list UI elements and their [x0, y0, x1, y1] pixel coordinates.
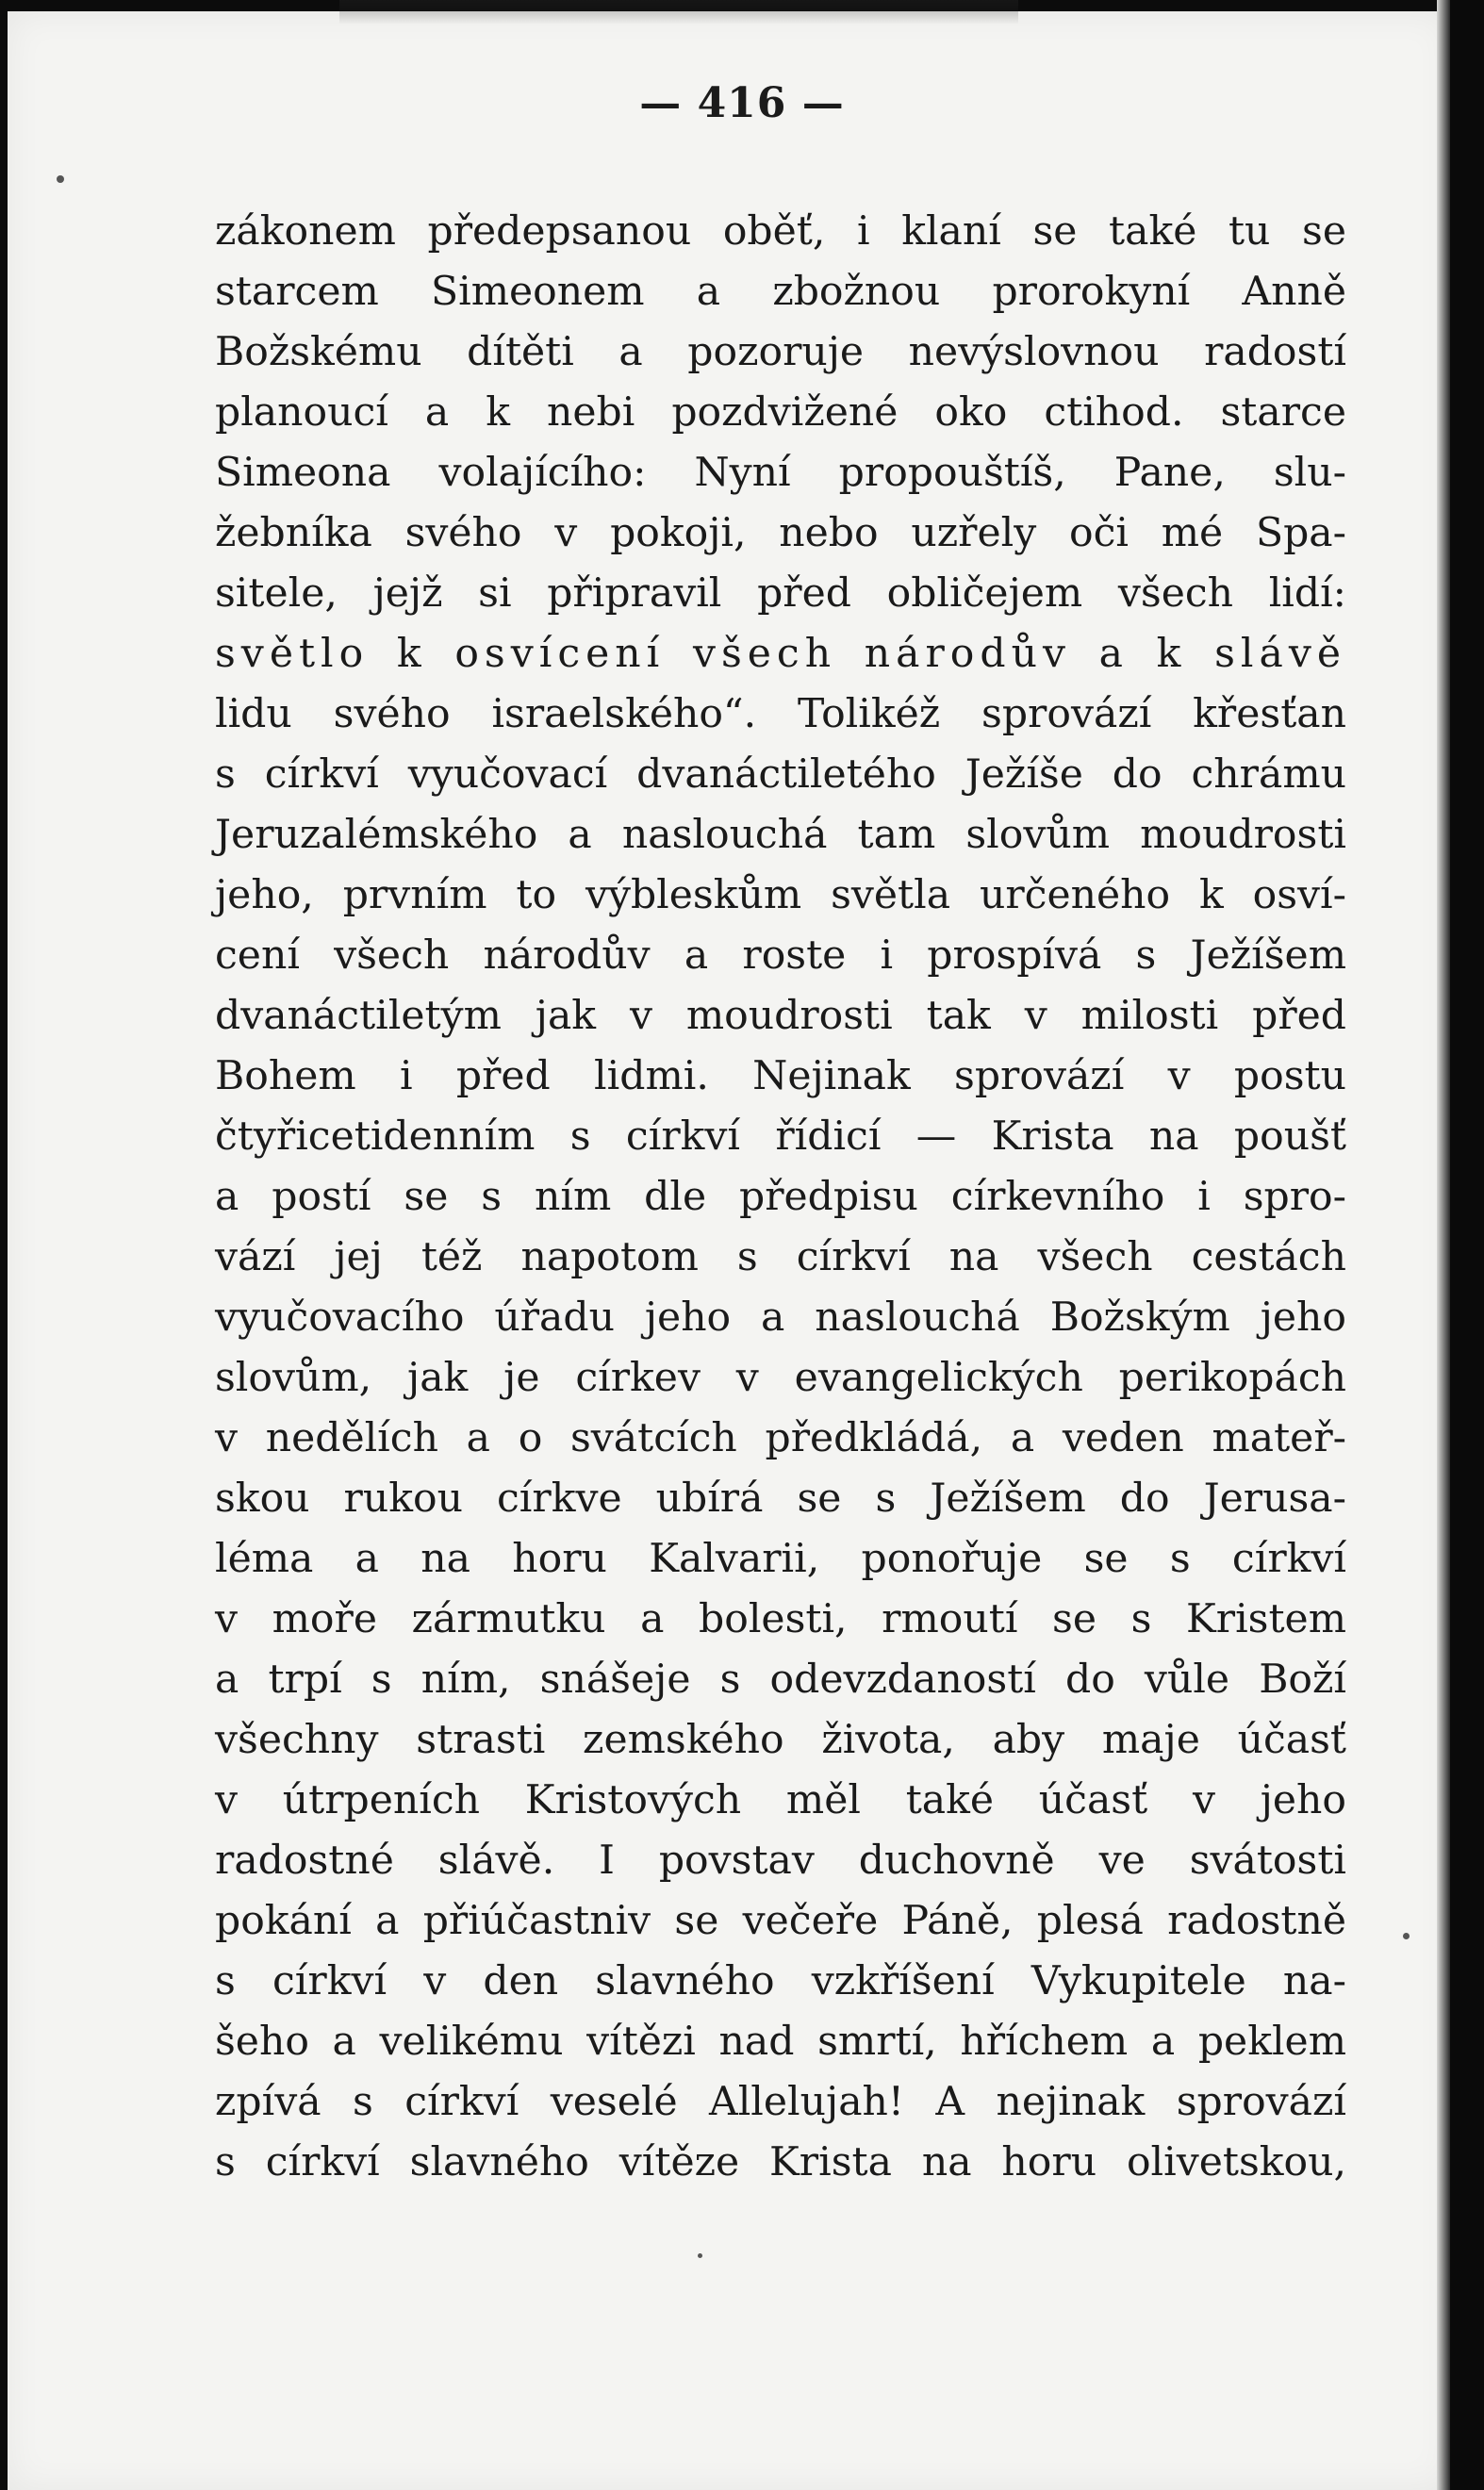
text-line: lidu svého israelského“. Tolikéž sprovází křesťan [215, 691, 1346, 737]
scan-border [1450, 0, 1484, 2490]
text-line: s církví slavného vítěze Krista na horu olivetskou, [215, 2139, 1346, 2185]
text-line: s církví vyučovací dvanáctiletého Ježíše do chrámu [215, 751, 1346, 798]
text-line: žebníka svého v pokoji, nebo uzřely oči mé Spa- [215, 510, 1346, 556]
text-line: cení všech národův a roste i prospívá s Ježíšem [215, 932, 1346, 979]
text-line: v moře zármutku a bolesti, rmoutí se s Kristem [215, 1596, 1346, 1642]
text-line: starcem Simeonem a zbožnou prorokyní Anně [215, 269, 1346, 315]
text-line: Božskému dítěti a pozoruje nevýslovnou radostí [215, 329, 1346, 375]
text-line: zákonem předepsanou oběť, i klaní se také tu se [215, 208, 1346, 255]
text-line: zpívá s církví veselé Allelujah! A nejinak sprovází [215, 2079, 1346, 2125]
scan-smudge [339, 0, 1018, 25]
text-line: a trpí s ním, snášeje s odevzdaností do vůle Boží [215, 1657, 1346, 1703]
text-line: Jeruzalémského a naslouchá tam slovům moudrosti [215, 812, 1346, 858]
text-line: Simeona volajícího: Nyní propouštíš, Pane, slu- [215, 450, 1346, 496]
text-line: v útrpeních Kristových měl také účasť v jeho [215, 1777, 1346, 1823]
text-line-emphasized: světlo k osvícení všech národův a k slávě [215, 631, 1346, 677]
scan-speck [1403, 1933, 1410, 1939]
text-line: s církví v den slavného vzkříšení Vykupitele na- [215, 1958, 1346, 2004]
scan-speck [57, 175, 64, 183]
page-number: — 416 — [639, 79, 845, 127]
text-line: léma a na horu Kalvarii, ponořuje se s církví [215, 1536, 1346, 1582]
text-line: vyučovacího úřadu jeho a naslouchá Božským jeho [215, 1294, 1346, 1341]
text-line: planoucí a k nebi pozdvižené oko ctihod. starce [215, 389, 1346, 436]
text-line: šeho a velikému vítězi nad smrtí, hříchem a peklem [215, 2019, 1346, 2065]
text-line: sitele, jejž si připravil před obličejem všech lidí: [215, 570, 1346, 617]
text-line: jeho, prvním to výbleskům světla určeného k osví- [215, 872, 1346, 918]
text-line: Bohem i před lidmi. Nejinak sprovází v postu [215, 1053, 1346, 1099]
text-line: čtyřicetidenním s církví řídicí — Krista na poušť [215, 1113, 1346, 1160]
page-edge-shadow [1437, 0, 1450, 2490]
text-line: pokání a přiúčastniv se večeře Páně, plesá radostně [215, 1898, 1346, 1944]
text-line: dvanáctiletým jak v moudrosti tak v milosti před [215, 993, 1346, 1039]
text-line: radostné slávě. I povstav duchovně ve svátosti [215, 1838, 1346, 1884]
body-text [215, 202, 1346, 2193]
text-line: a postí se s ním dle předpisu církevního i spro- [215, 1174, 1346, 1220]
text-line: skou rukou církve ubírá se s Ježíšem do Jerusa- [215, 1476, 1346, 1522]
scan-speck [698, 2253, 702, 2258]
text-line: všechny strasti zemského života, aby maje účasť [215, 1717, 1346, 1763]
text-line: slovům, jak je církev v evangelických perikopách [215, 1355, 1346, 1401]
text-line: v nedělích a o svátcích předkládá, a veden mateř- [215, 1415, 1346, 1461]
text-line: vází jej též napotom s církví na všech cestách [215, 1234, 1346, 1280]
